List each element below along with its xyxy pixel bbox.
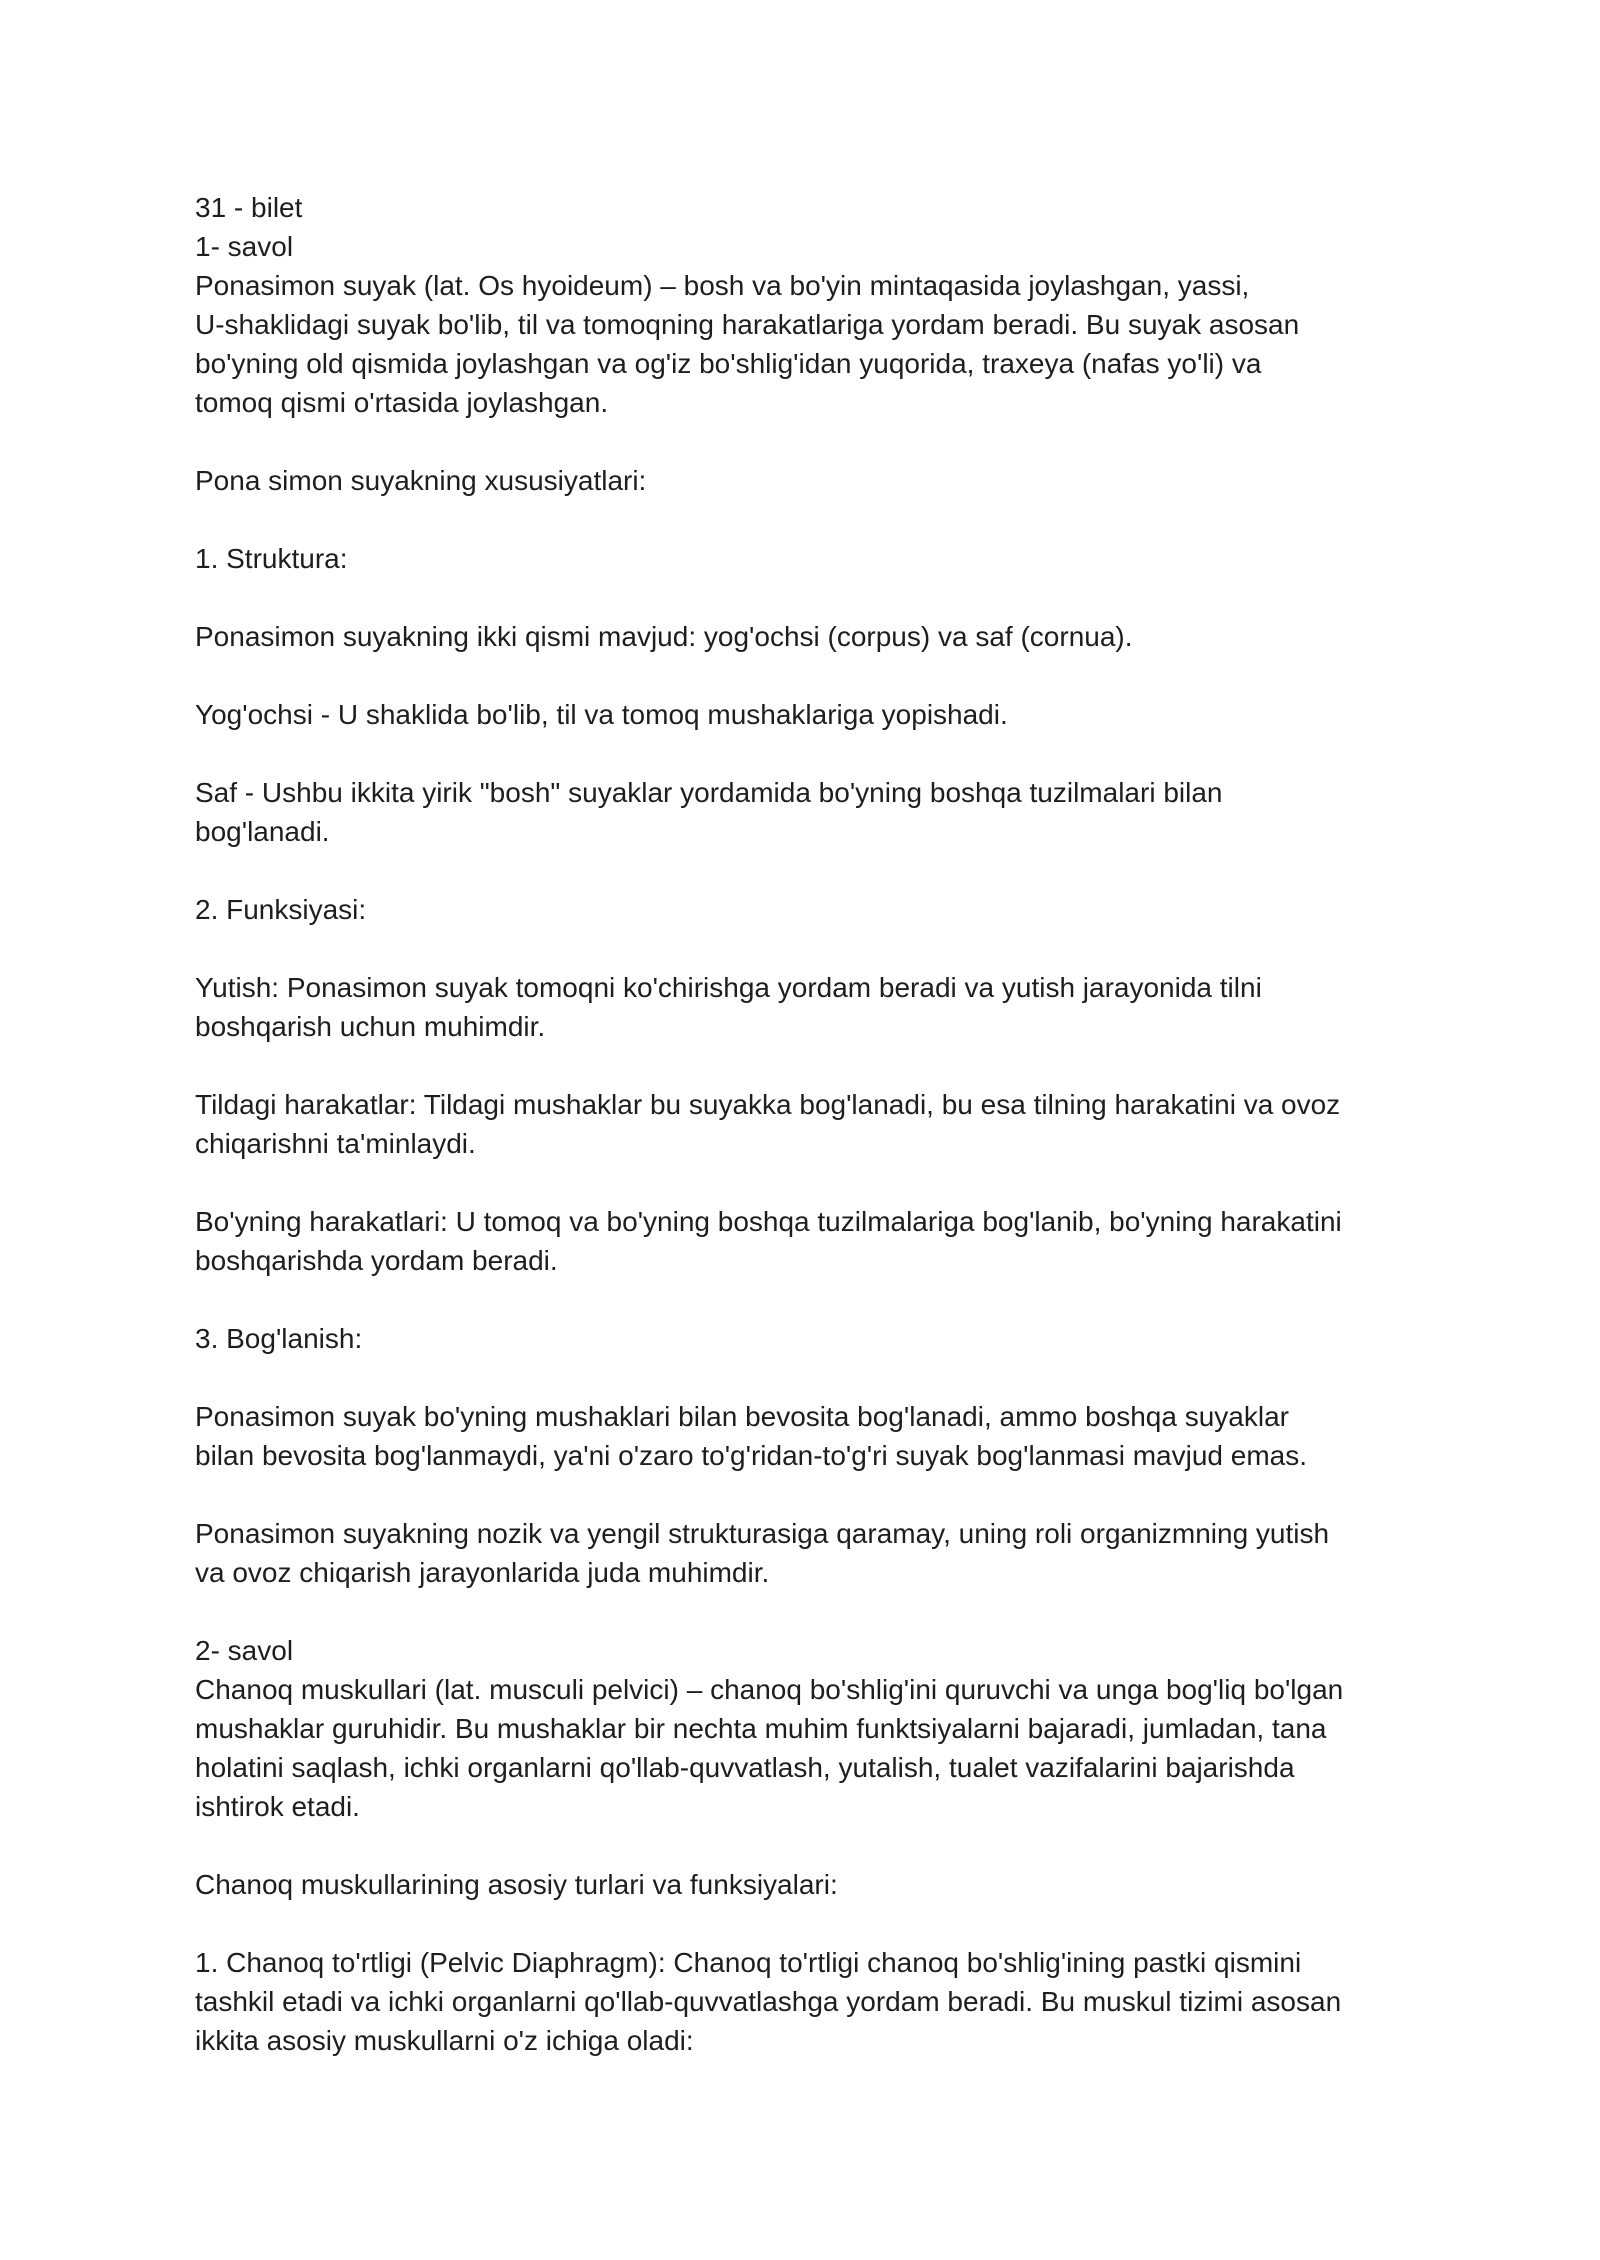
text-line: Chanoq muskullari (lat. musculi pelvici) – chanoq bo'shlig'ini quruvchi va unga bog'liq bo'lgan <box>195 1674 1344 1705</box>
text-line: Ponasimon suyak (lat. Os hyoideum) – bosh va bo'yin mintaqasida joylashgan, yassi, <box>195 270 1250 301</box>
text-line: Ponasimon suyakning nozik va yengil strukturasiga qaramay, uning roli organizmning yutish <box>195 1518 1330 1549</box>
section-3-heading <box>195 1319 1410 1358</box>
text-line: holatini saqlash, ichki organlarni qo'llab-quvvatlash, yutalish, tualet vazifalarini bajarishda <box>195 1752 1295 1783</box>
text-line: 3. Bog'lanish: <box>195 1323 363 1354</box>
text-line: bog'lanadi. <box>195 816 330 847</box>
section-2-heading <box>195 890 1410 929</box>
question-1-conclusion <box>195 1514 1410 1592</box>
text-line: Yutish: Ponasimon suyak tomoqni ko'chirishga yordam beradi va yutish jarayonida tilni <box>195 972 1262 1003</box>
question-2-item-1 <box>195 1943 1410 2060</box>
section-1-heading <box>195 539 1410 578</box>
text-line: 2. Funksiyasi: <box>195 894 367 925</box>
section-1-paragraph-2 <box>195 695 1410 734</box>
section-2-paragraph-1 <box>195 968 1410 1046</box>
text-line: va ovoz chiqarish jarayonlarida juda muhimdir. <box>195 1557 770 1588</box>
question-2-intro <box>195 1670 1410 1826</box>
text-line: 1. Chanoq to'rtligi (Pelvic Diaphragm): Chanoq to'rtligi chanoq bo'shlig'ining pastki qismini <box>195 1947 1302 1978</box>
types-heading <box>195 1865 1410 1904</box>
text-line: Ponasimon suyak bo'yning mushaklari bilan bevosita bog'lanadi, ammo boshqa suyaklar <box>195 1401 1289 1432</box>
question-1-label: 1- savol <box>195 231 294 262</box>
text-line: Chanoq muskullarining asosiy turlari va funksiyalari: <box>195 1869 838 1900</box>
section-1-paragraph-1 <box>195 617 1410 656</box>
text-line: Tildagi harakatlar: Tildagi mushaklar bu suyakka bog'lanadi, bu esa tilning harakatini va ovoz <box>195 1089 1341 1120</box>
text-line: tashkil etadi va ichki organlarni qo'llab-quvvatlashga yordam beradi. Bu muskul tizimi asosan <box>195 1986 1342 2017</box>
features-heading <box>195 461 1410 500</box>
question-1-intro <box>195 266 1410 422</box>
text-line: Bo'yning harakatlari: U tomoq va bo'yning boshqa tuzilmalariga bog'lanib, bo'yning harakatini <box>195 1206 1342 1237</box>
text-line: Yog'ochsi - U shaklida bo'lib, til va tomoq mushaklariga yopishadi. <box>195 699 1008 730</box>
text-line: ishtirok etadi. <box>195 1791 360 1822</box>
text-line: ikkita asosiy muskullarni o'z ichiga oladi: <box>195 2025 694 2056</box>
text-line: boshqarish uchun muhimdir. <box>195 1011 546 1042</box>
section-2-paragraph-2 <box>195 1085 1410 1163</box>
section-1-paragraph-3 <box>195 773 1410 851</box>
text-line: chiqarishni ta'minlaydi. <box>195 1128 476 1159</box>
text-line: bo'yning old qismida joylashgan va og'iz bo'shlig'idan yuqorida, traxeya (nafas yo'li) va <box>195 348 1262 379</box>
section-2-paragraph-3 <box>195 1202 1410 1280</box>
text-line: mushaklar guruhidir. Bu mushaklar bir nechta muhim funktsiyalarni bajaradi, jumladan, tana <box>195 1713 1327 1744</box>
text-line: Saf - Ushbu ikkita yirik "bosh" suyaklar yordamida bo'yning boshqa tuzilmalari bilan <box>195 777 1223 808</box>
text-line: Pona simon suyakning xususiyatlari: <box>195 465 647 496</box>
ticket-title: 31 - bilet <box>195 192 303 223</box>
text-line: 1. Struktura: <box>195 543 348 574</box>
question-2-label: 2- savol <box>195 1635 294 1666</box>
text-line: boshqarishda yordam beradi. <box>195 1245 558 1276</box>
section-3-paragraph-1 <box>195 1397 1410 1475</box>
text-line: tomoq qismi o'rtasida joylashgan. <box>195 387 609 418</box>
text-line: U-shaklidagi suyak bo'lib, til va tomoqning harakatlariga yordam beradi. Bu suyak asosan <box>195 309 1300 340</box>
text-line: Ponasimon suyakning ikki qismi mavjud: yog'ochsi (corpus) va saf (cornua). <box>195 621 1133 652</box>
text-line: bilan bevosita bog'lanmaydi, ya'ni o'zaro to'g'ridan-to'g'ri suyak bog'lanmasi mavjud emas. <box>195 1440 1308 1471</box>
